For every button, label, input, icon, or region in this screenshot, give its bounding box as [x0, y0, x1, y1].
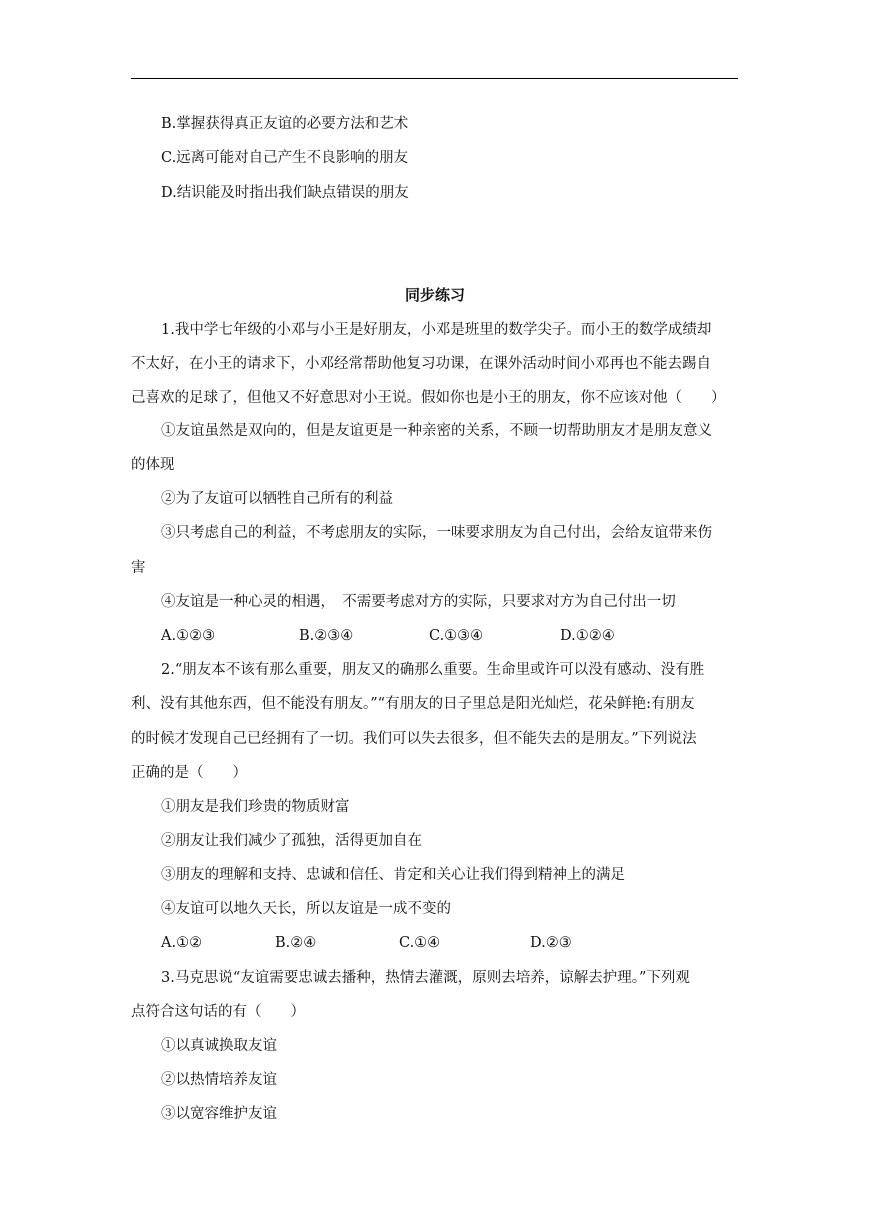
header-rule — [131, 78, 738, 79]
q1-statement-1: ①友谊虽然是双向的，但是友谊更是一种亲密的关系，不顾一切帮助朋友才是朋友意义 — [161, 423, 712, 439]
section-title: 同步练习 — [404, 286, 465, 304]
q2-choice-c[interactable]: C.①④ — [399, 935, 441, 951]
q2-choice-d[interactable]: D.②③ — [530, 935, 572, 951]
q2-choice-b[interactable]: B.②④ — [275, 935, 317, 951]
q2-stem-line-1: 2.“朋友本不该有那么重要，朋友又的确那么重要。生命里或许可以没有感动、没有胜 — [161, 662, 705, 678]
q1-choice-b[interactable]: B.②③④ — [299, 628, 354, 644]
q1-statement-3: ③只考虑自己的利益，不考虑朋友的实际，一味要求朋友为自己付出，会给友谊带来伤 — [161, 525, 712, 541]
q1-choice-c[interactable]: C.①③④ — [429, 628, 484, 644]
q3-statement-3: ③以宽容维护友谊 — [161, 1106, 277, 1122]
q2-statement-1: ①朋友是我们珍贵的物质财富 — [161, 799, 350, 815]
q1-stem-line-1: 1.我中学七年级的小邓与小王是好朋友，小邓是班里的数学尖子。而小王的数学成绩却 — [161, 322, 712, 338]
q2-statement-3: ③朋友的理解和支持、忠诚和信任、肯定和关心让我们得到精神上的满足 — [161, 867, 625, 883]
q1-choice-d[interactable]: D.①②④ — [560, 628, 615, 644]
option-d: D.结识能及时指出我们缺点错误的朋友 — [161, 185, 409, 201]
q3-statement-2: ②以热情培养友谊 — [161, 1072, 277, 1088]
q1-choice-a[interactable]: A.①②③ — [161, 628, 216, 644]
q2-stem-line-4: 正确的是（ ） — [131, 765, 247, 781]
q3-stem-line-1: 3.马克思说“友谊需要忠诚去播种，热情去灌溉，原则去培养，谅解去护理。”下列观 — [161, 970, 690, 986]
q3-stem-line-2: 点符合这句话的有（ ） — [131, 1004, 305, 1020]
q1-stem-line-3: 己喜欢的足球了，但他又不好意思对小王说。假如你也是小王的朋友，你不应该对他（ ） — [131, 390, 726, 406]
q1-statement-3-cont: 害 — [131, 560, 146, 576]
q1-statement-1-cont: 的体现 — [131, 457, 175, 473]
q1-statement-2: ②为了友谊可以牺牲自己所有的利益 — [161, 491, 393, 507]
q2-statement-2: ②朋友让我们减少了孤独，活得更加自在 — [161, 833, 422, 849]
option-c: C.远离可能对自己产生不良影响的朋友 — [161, 150, 409, 166]
q2-statement-4: ④友谊可以地久天长，所以友谊是一成不变的 — [161, 901, 451, 917]
q2-choice-a[interactable]: A.①② — [161, 935, 203, 951]
q2-stem-line-3: 的时候才发现自己已经拥有了一切。我们可以失去很多，但不能失去的是朋友。”下列说法 — [131, 731, 697, 747]
q1-stem-line-2: 不太好，在小王的请求下，小邓经常帮助他复习功课，在课外活动时间小邓再也不能去踢自 — [131, 356, 711, 372]
option-b: B.掌握获得真正友谊的必要方法和艺术 — [161, 116, 409, 132]
q1-statement-4: ④友谊是一种心灵的相遇， 不需要考虑对方的实际，只要求对方为自己付出一切 — [161, 594, 676, 610]
q2-stem-line-2: 利、没有其他东西，但不能没有朋友。”“有朋友的日子里总是阳光灿烂，花朵鲜艳:有朋友 — [131, 696, 695, 712]
q3-statement-1: ①以真诚换取友谊 — [161, 1038, 277, 1054]
